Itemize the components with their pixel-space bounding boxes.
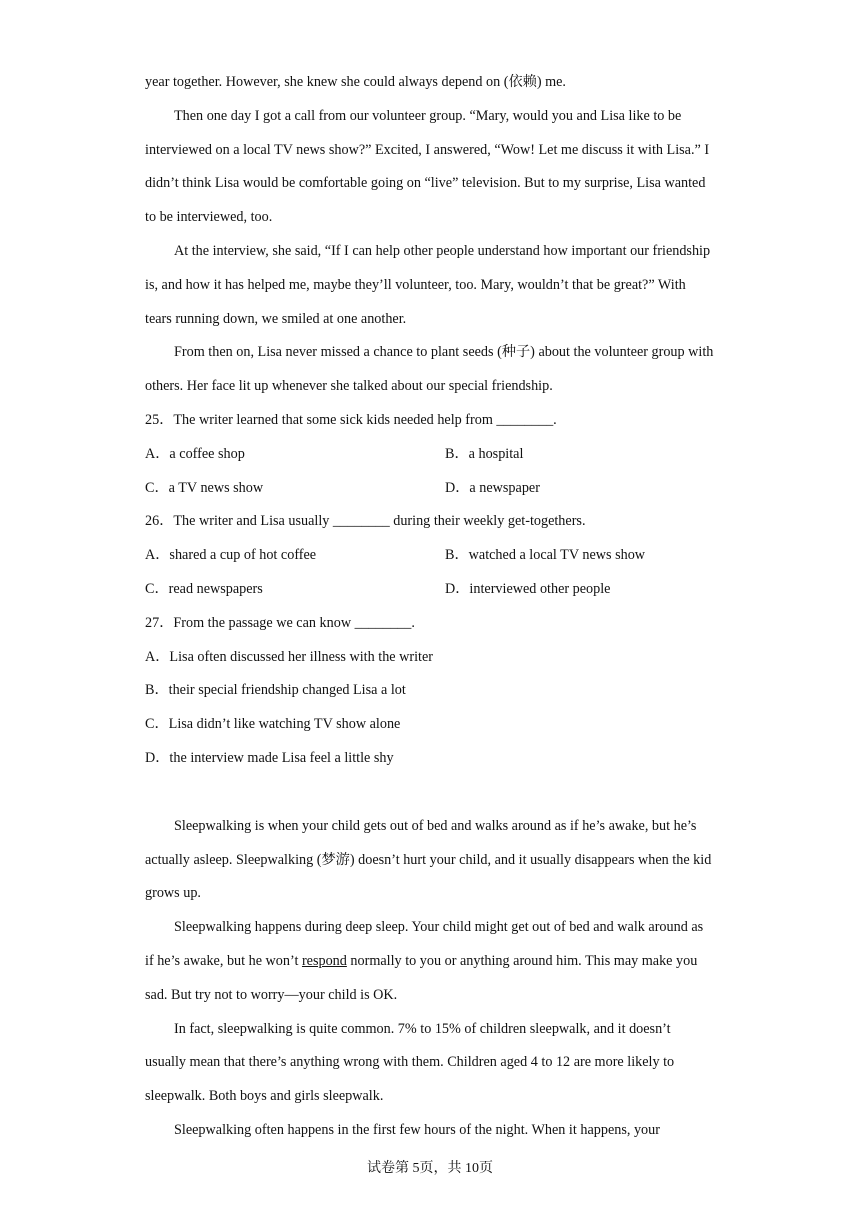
passage1-paragraph-3: At the interview, she said, “If I can help other people understand how important our friendship is, and how it has helped me, maybe they’ll volunteer, too. Mary, wouldn’t that be great?” With tears running down, we smiled at one another.	[145, 242, 711, 327]
option-a: A．Lisa often discussed her illness with the writer	[145, 648, 434, 665]
option-c: C．read newspapers	[145, 580, 263, 597]
option-row	[145, 472, 715, 506]
option-b: B．their special friendship changed Lisa a lot	[145, 682, 406, 699]
option-d: D．interviewed other people	[445, 580, 611, 597]
option-d: D．the interview made Lisa feel a little shy	[145, 749, 394, 766]
passage2-paragraph-4: Sleepwalking often happens in the first few hours of the night. When it happens, your	[174, 1121, 660, 1138]
question-27	[145, 607, 715, 776]
passage1-paragraph-2: Then one day I got a call from our volunteer group. “Mary, would you and Lisa like to be interviewed on a local TV news show?” Excited, I answered, “Wow! Let me discuss it with Lisa.” I didn’t think Lisa would be comfortable going on “live” television. But to my surprise, Lisa wanted to be interviewed, too.	[145, 107, 710, 226]
option-row	[145, 573, 715, 607]
option-a: A．shared a cup of hot coffee	[145, 547, 317, 564]
text-segment: Sleepwalking happens during deep sleep. Your child might get out of bed and walk around as if he’s awake, but he won’t	[145, 919, 704, 969]
question-25	[145, 404, 715, 505]
question-26	[145, 505, 715, 606]
passage1-paragraph-4: From then on, Lisa never missed a chance to plant seeds (种子) about the volunteer group with others. Her face lit up whenever she talked about our special friendship.	[145, 344, 714, 395]
passage2-paragraph-3: In fact, sleepwalking is quite common. 7% to 15% of children sleepwalk, and it doesn’t usually mean that there’s anything wrong with them. Children aged 4 to 12 are more likely to sleepwalk. Both boys and girls sleepwalk.	[145, 1020, 675, 1105]
option-c: C．a TV news show	[145, 479, 264, 496]
option-b: B．a hospital	[445, 445, 524, 462]
passage2-paragraph-2	[145, 911, 715, 1012]
question-stem: 27．From the passage we can know ________.	[145, 614, 415, 631]
page-content	[145, 66, 715, 1148]
option-a: A．a coffee shop	[145, 445, 245, 462]
option-c: C．Lisa didn’t like watching TV show alone	[145, 716, 401, 733]
option-d: D．a newspaper	[445, 479, 540, 496]
option-row	[145, 438, 715, 472]
page-footer: 试卷第 5页，共 10页	[367, 1161, 493, 1176]
question-stem: 25．The writer learned that some sick kids needed help from ________.	[145, 411, 557, 428]
option-row	[145, 539, 715, 573]
passage1-paragraph-1: year together. However, she knew she could always depend on (依赖) me.	[145, 74, 566, 90]
option-b: B．watched a local TV news show	[445, 547, 646, 564]
passage2-paragraph-1: Sleepwalking is when your child gets out of bed and walks around as if he’s awake, but he’s actually asleep. Sleepwalking (梦游) doesn’t hurt your child, and it usually disappears when the kid grows up.	[145, 817, 712, 902]
text-segment: normally to you or anything around him. This may make you sad. But try not to worry—your child is OK.	[145, 952, 698, 1003]
question-stem: 26．The writer and Lisa usually ________ during their weekly get-togethers.	[145, 513, 586, 530]
underlined-word: respond	[301, 952, 347, 969]
passage-separator	[145, 776, 715, 810]
